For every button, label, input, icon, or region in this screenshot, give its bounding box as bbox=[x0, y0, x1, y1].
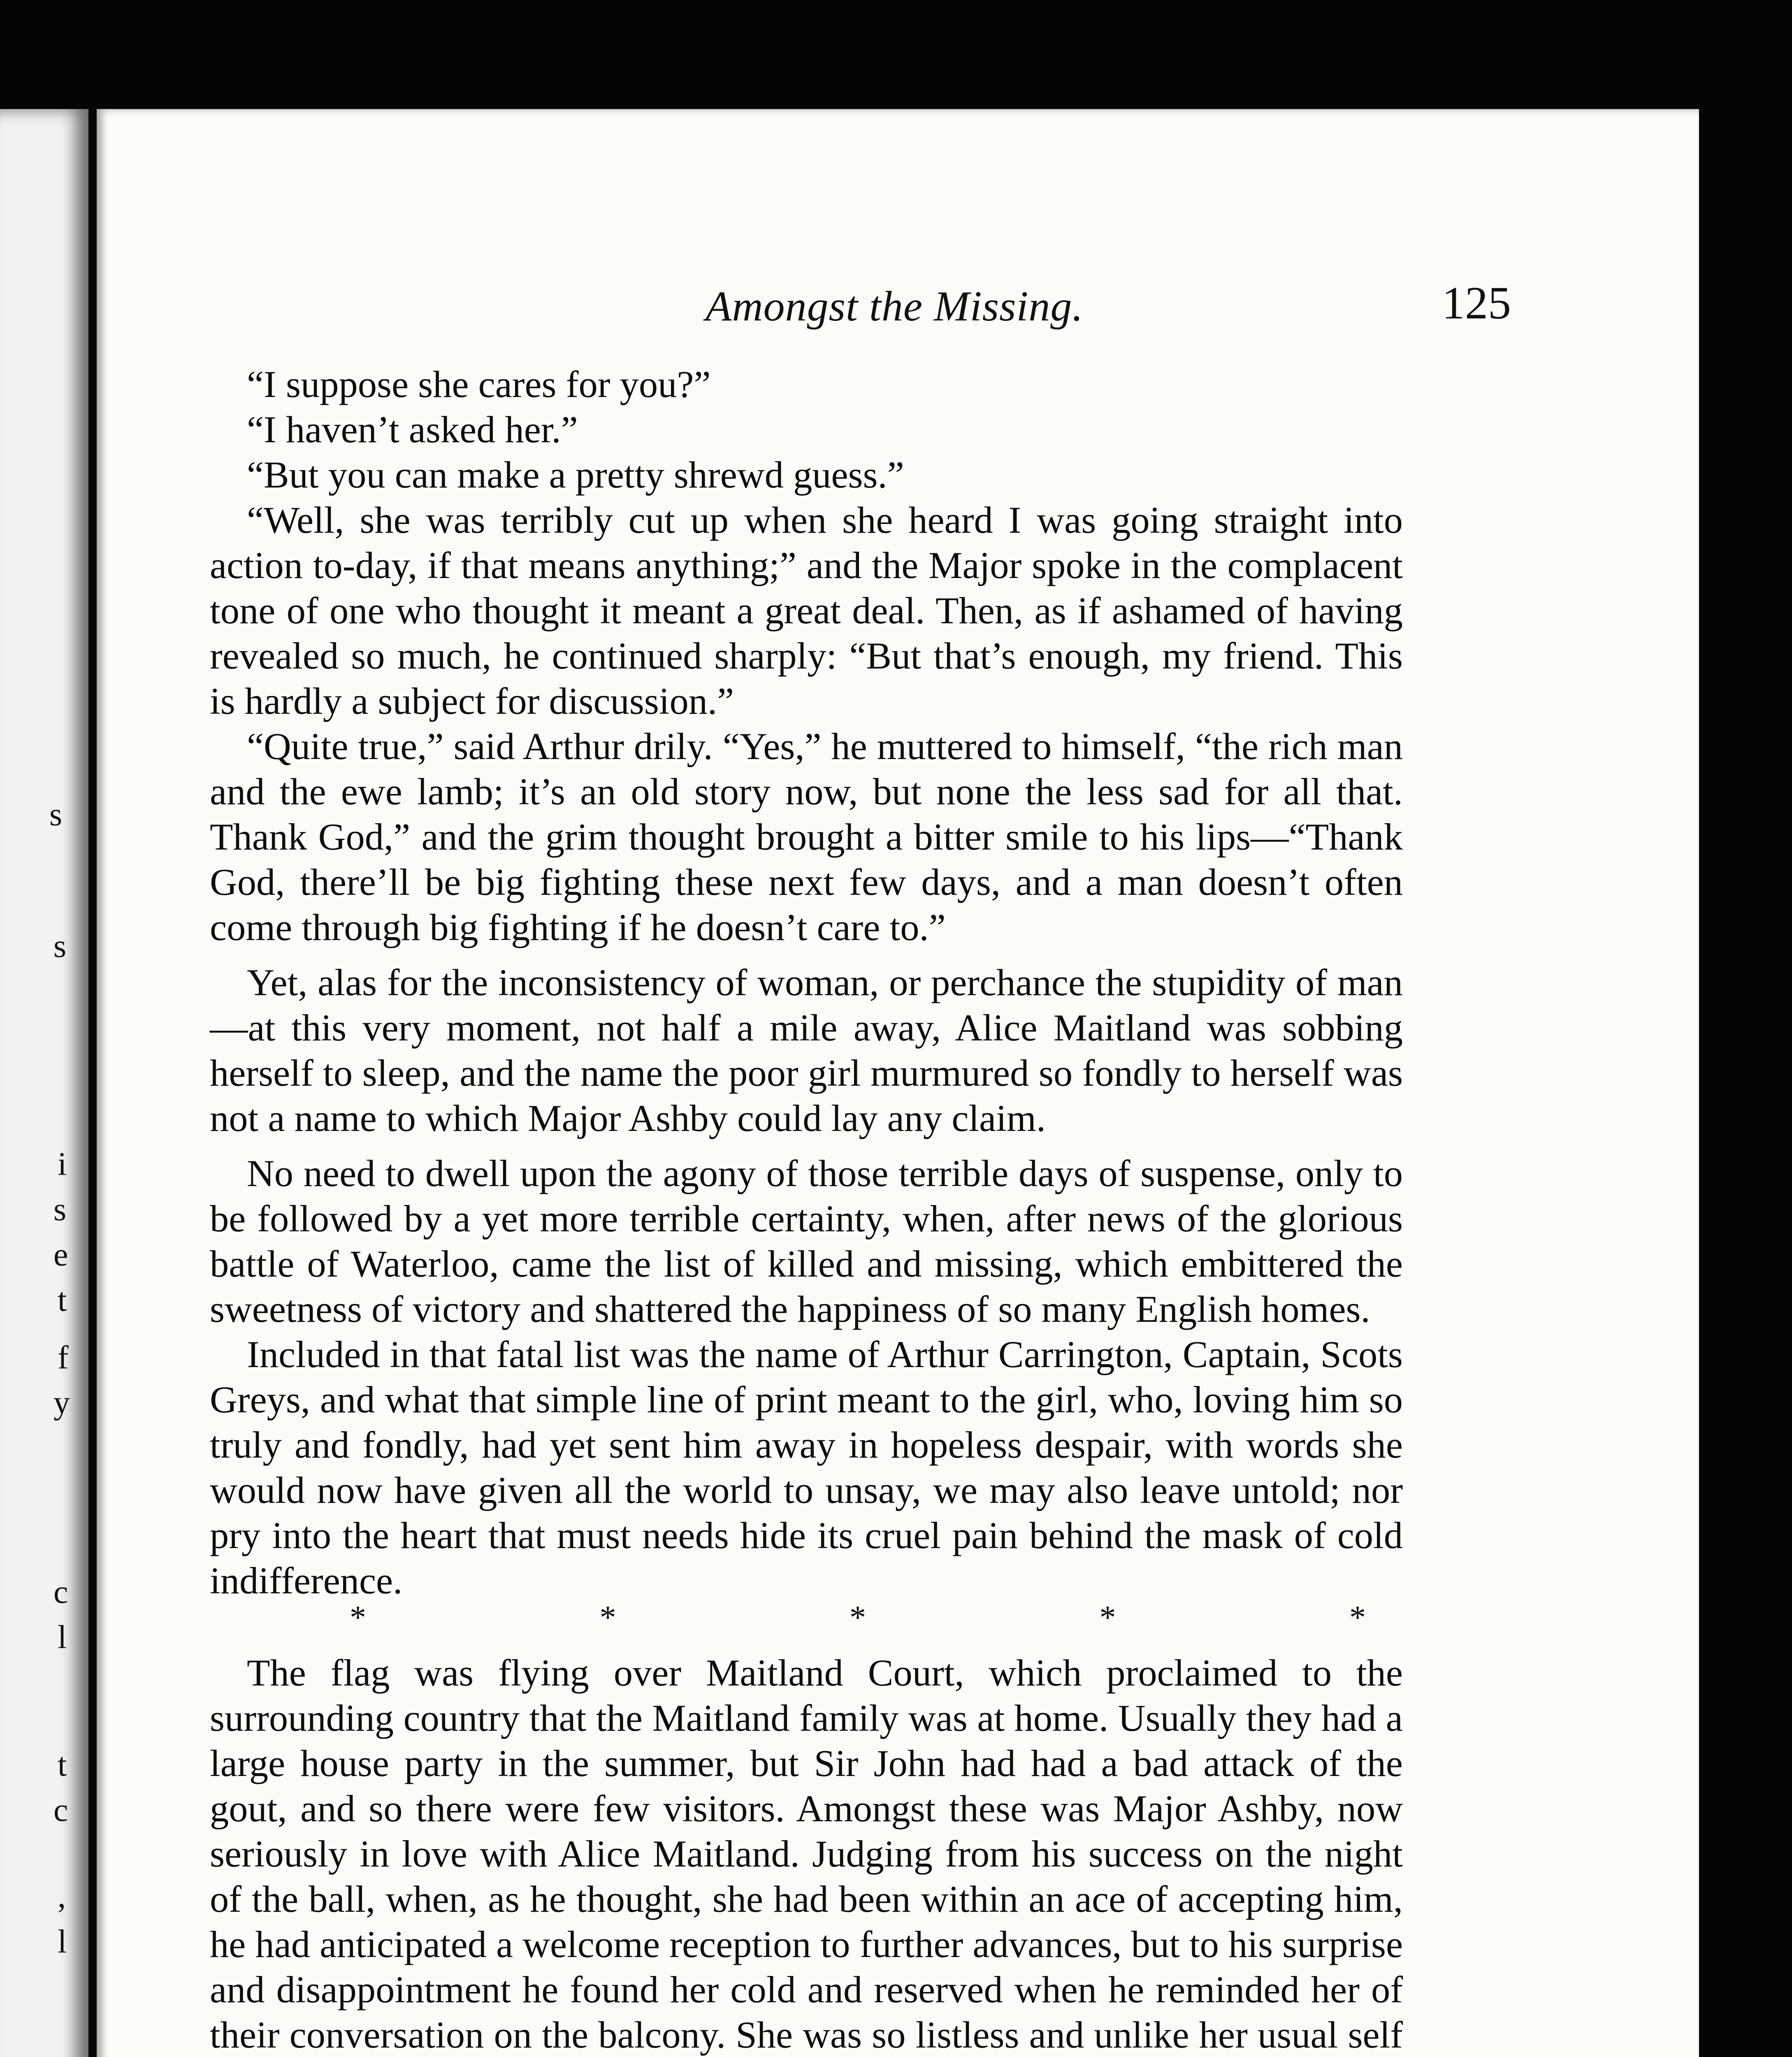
facing-page-fragment: c bbox=[53, 1792, 68, 1828]
facing-page-fragment: s bbox=[53, 1191, 67, 1228]
section-break-star: * bbox=[1099, 1600, 1116, 1636]
paragraph: “Well, she was terribly cut up when she heard I was going straight into action to-day, if that means anything;” and the Major spoke in the complacent tone of one who thought it meant a great deal. Then, as if ashamed of having revealed so much, he continued sharply: “But that’s enough, my friend. This is hardly a subject for discussion.” bbox=[210, 499, 1403, 722]
section-break-star: * bbox=[599, 1600, 616, 1636]
facing-page-fragment: l bbox=[58, 1924, 67, 1960]
facing-page-fragment: c bbox=[53, 1574, 68, 1610]
paragraph: No need to dwell upon the agony of those terrible days of suspense, only to be followed by a yet more terrible certainty, when, after news of the glorious battle of Waterloo, came the list of killed and missing, which embittered the sweetness of victory and shattered the happiness of so many English homes. bbox=[210, 1153, 1403, 1330]
paragraph: “I suppose she cares for you?” bbox=[247, 364, 711, 406]
body-text bbox=[210, 362, 1403, 2057]
paragraph: “But you can make a pretty shrewd guess.” bbox=[247, 454, 904, 496]
facing-page-fragment: e bbox=[53, 1237, 68, 1273]
facing-page-fragment: t bbox=[58, 1747, 67, 1783]
section-break bbox=[210, 1601, 1403, 1634]
facing-page-fragment: t bbox=[58, 1282, 67, 1318]
paragraph: “Quite true,” said Arthur drily. “Yes,” he muttered to himself, “the rich man and the ewe lamb; it’s an old story now, but none the less sad for all that. Thank God,” and the grim thought brought a bitter smile to his lips—“Thank God, there’ll be big fighting these next few days, and a man doesn’t often come through big fighting if he doesn’t care to.” bbox=[210, 726, 1403, 949]
section-break-star: * bbox=[850, 1600, 866, 1636]
section-break-star: * bbox=[1349, 1600, 1366, 1636]
facing-page-fragment: y bbox=[53, 1385, 70, 1421]
facing-page-fragment: f bbox=[58, 1340, 69, 1376]
facing-page-fragment: l bbox=[58, 1619, 67, 1655]
paragraph: Yet, alas for the inconsistency of woman, or perchance the stupidity of man—at this very moment, not half a mile away, Alice Maitland was sobbing herself to sleep, and the name the poor girl murmured so fondly to herself was not a name to which Major Ashby could lay any claim. bbox=[210, 962, 1403, 1140]
running-title: Amongst the Missing. bbox=[706, 283, 1084, 330]
paragraph: Included in that fatal list was the name of Arthur Carrington, Captain, Scots Greys, and what that simple line of print meant to the girl, who, loving him so truly and fondly, had yet sent him away in hopeless despair, with words she would now have given all the world to unsay, we may also leave untold; nor pry into the heart that must needs hide its cruel pain behind the mask of cold indifference. bbox=[210, 1334, 1403, 1602]
facing-page-fragment: , bbox=[58, 1878, 66, 1915]
paragraph: The flag was flying over Maitland Court, which proclaimed to the surrounding country that the Maitland family was at home. Usually they had a large house party in the summer, but Sir John had had a bad attack of the gout, and so there were few visitors. Amongst these was Major Ashby, now seriously in love with Alice Maitland. Judging from his success on the night of the ball, when, as he thought, she had been within an ace of accepting him, he had anticipated a welcome reception to further advances, but to his surprise and disappointment he found her cold and reserved when he reminded her of their conversation on the balcony. She was so listless and unlike her usual self bbox=[210, 1652, 1403, 2056]
facing-page-fragment: i bbox=[58, 1146, 67, 1182]
paragraph: “I haven’t asked her.” bbox=[247, 409, 578, 451]
page-number: 125 bbox=[1442, 278, 1511, 329]
facing-page-edge bbox=[0, 109, 88, 2057]
facing-page-fragment: s bbox=[49, 796, 63, 833]
section-break-star: * bbox=[350, 1600, 366, 1636]
facing-page-fragment: s bbox=[53, 928, 67, 964]
